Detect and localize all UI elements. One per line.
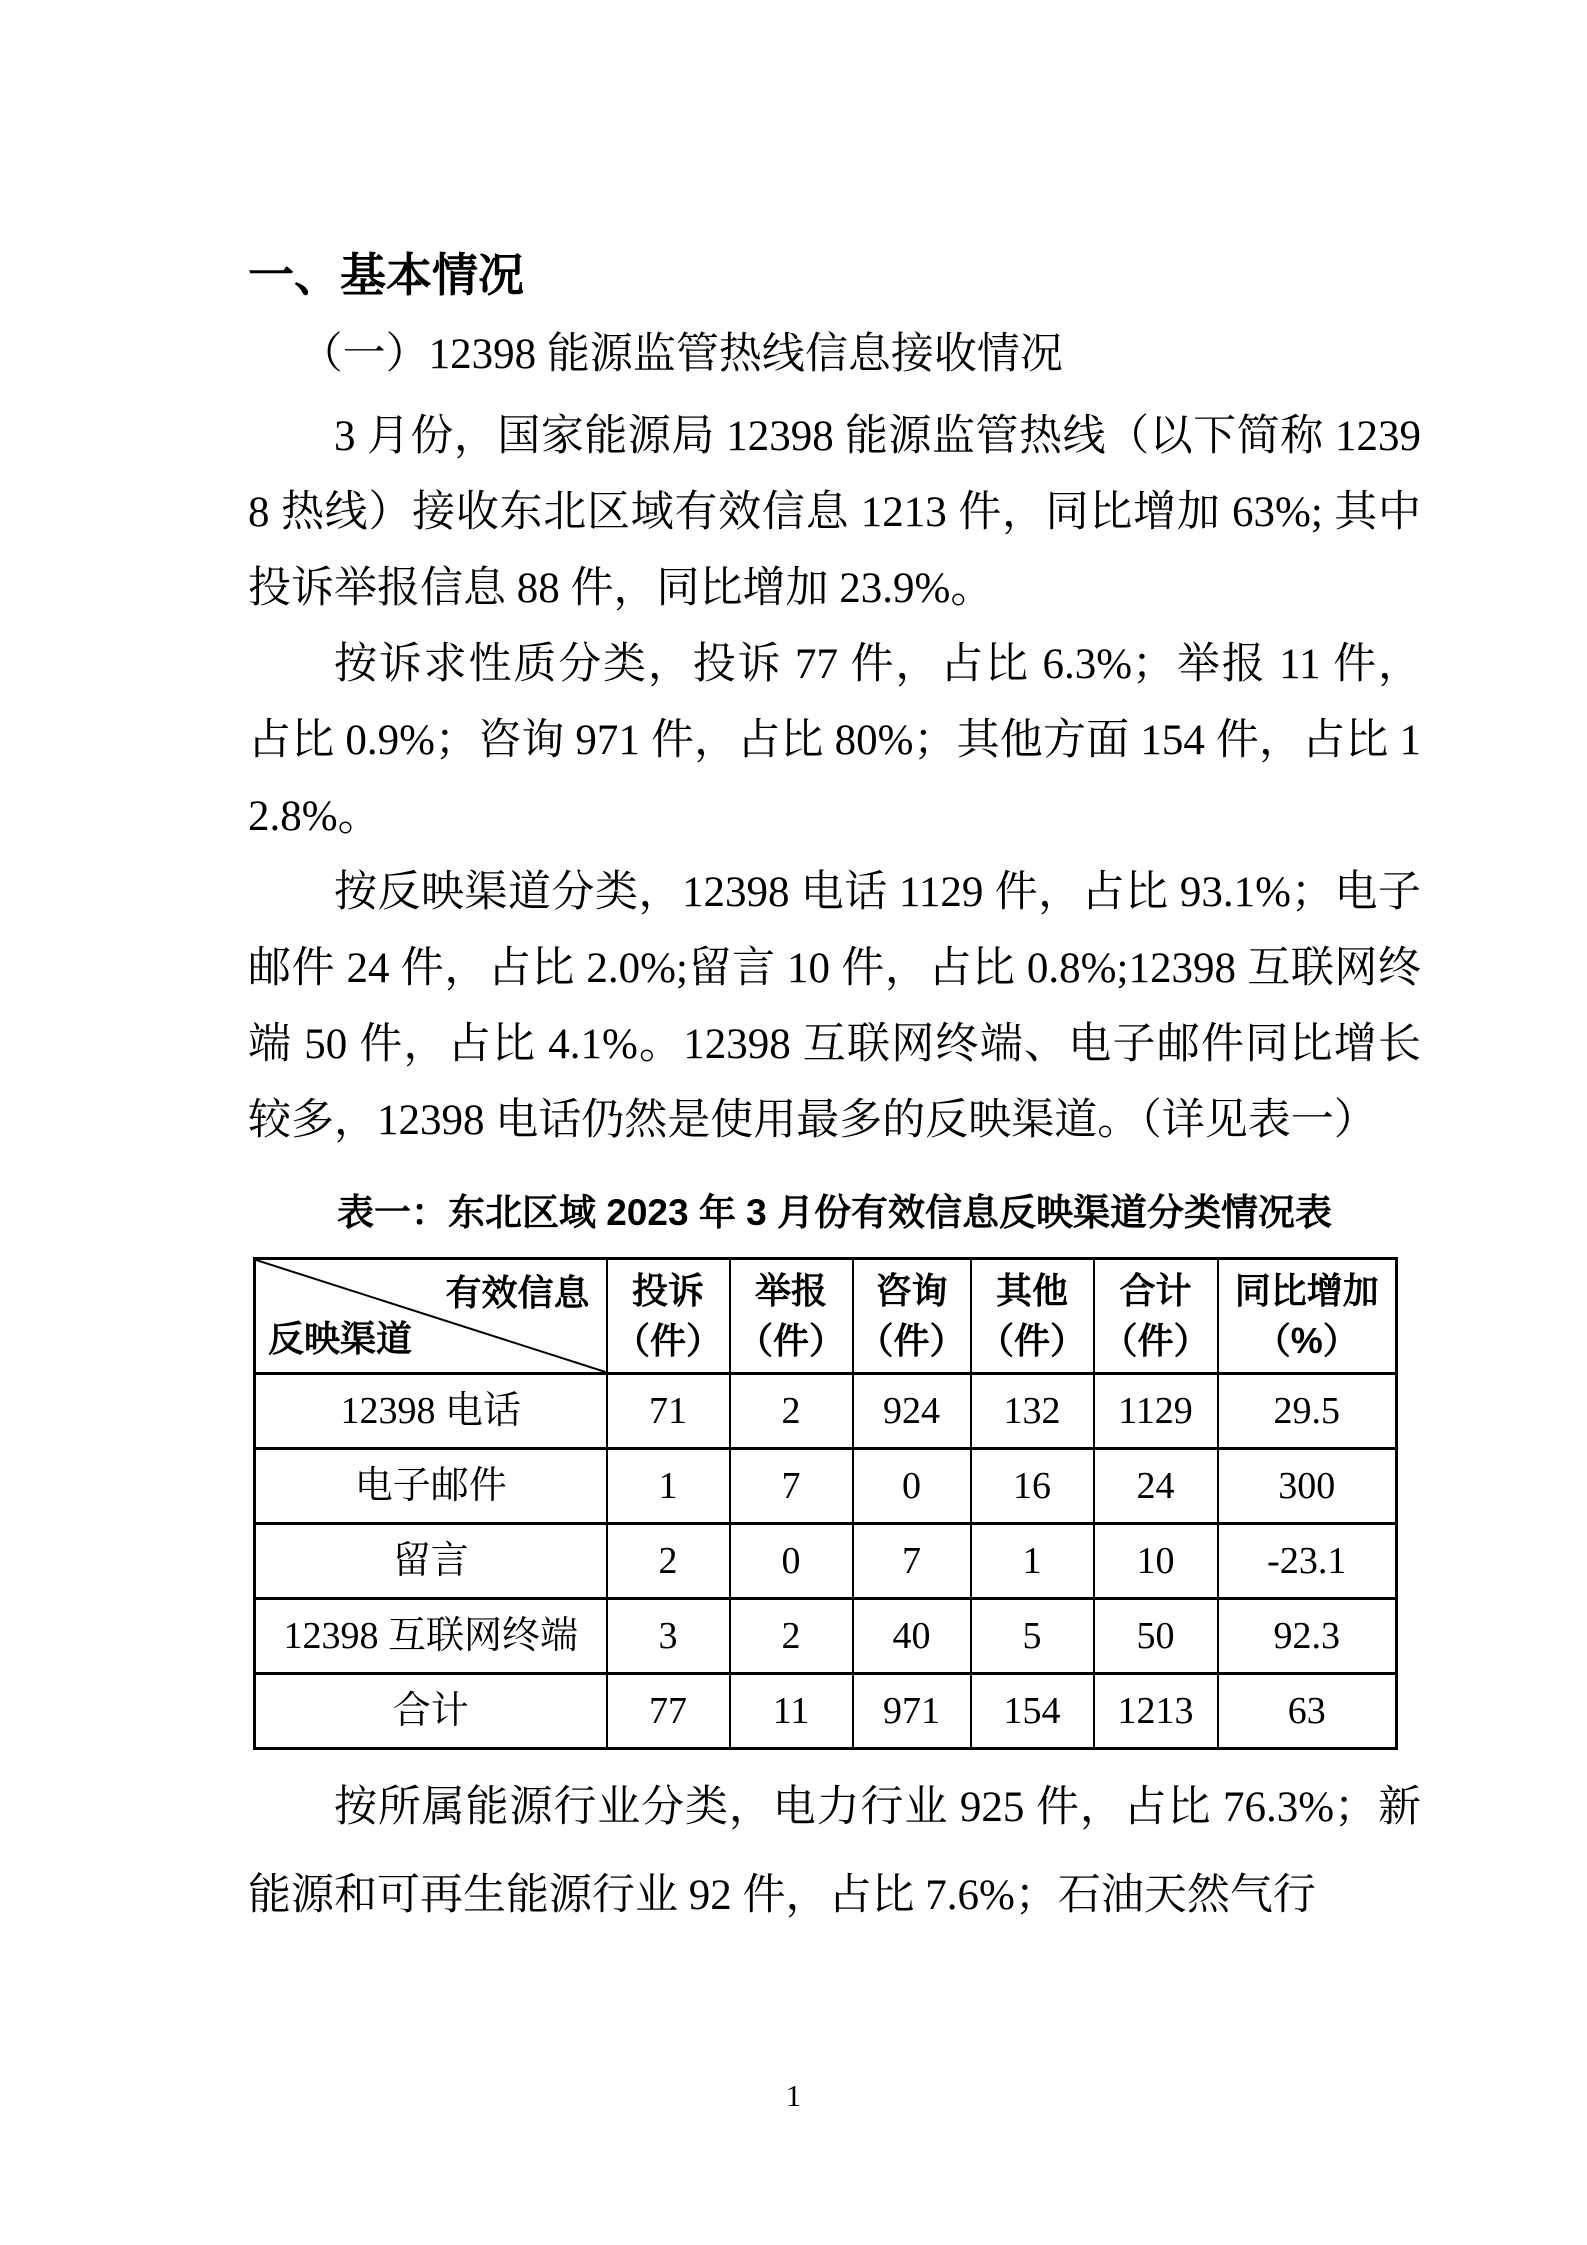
col-header-others: 其他 （件） bbox=[971, 1259, 1094, 1374]
table-cell: 1 bbox=[607, 1449, 730, 1524]
row-label: 12398 互联网终端 bbox=[255, 1599, 607, 1674]
row-label: 电子邮件 bbox=[255, 1449, 607, 1524]
paragraph-channel-breakdown: 按反映渠道分类，12398 电话 1129 件，占比 93.1%；电子邮件 24 件，占比 2.0%;留言 10 件，占比 0.8%;12398 互联网终端 50 件，占比 4.1%。12398 互联网终端、电子邮件同比增长较多，12398 电话仍然是使用最多的反映渠道。（详见表一） bbox=[248, 869, 1421, 1144]
row-label: 留言 bbox=[255, 1524, 607, 1599]
table-cell: 16 bbox=[971, 1449, 1094, 1524]
table-cell: 29.5 bbox=[1218, 1374, 1397, 1449]
table-cell: 2 bbox=[730, 1374, 853, 1449]
row-label: 12398 电话 bbox=[255, 1374, 607, 1449]
table-cell: 11 bbox=[730, 1674, 853, 1749]
table-cell: 2 bbox=[607, 1524, 730, 1599]
corner-header-cell bbox=[255, 1259, 607, 1374]
col-header-inquiries: 咨询 （件） bbox=[853, 1259, 971, 1374]
channel-stats-table bbox=[253, 1257, 1398, 1750]
table-cell: 1129 bbox=[1094, 1374, 1218, 1449]
table-cell: 92.3 bbox=[1218, 1599, 1397, 1674]
paragraph-intake-overview: 3 月份，国家能源局 12398 能源监管热线（以下简称 12398 热线）接收东北区域有效信息 1213 件，同比增加 63%; 其中投诉举报信息 88 件，同比增加 23.9%。 bbox=[248, 413, 1421, 612]
table-row-total bbox=[255, 1674, 1397, 1749]
table-cell: 40 bbox=[853, 1599, 971, 1674]
table-cell: 50 bbox=[1094, 1599, 1218, 1674]
paragraph-industry-breakdown: 按所属能源行业分类，电力行业 925 件，占比 76.3%；新能源和可再生能源行业 92 件，占比 7.6%；石油天然气行 bbox=[248, 1784, 1421, 1919]
paragraph-appeal-nature: 按诉求性质分类，投诉 77 件，占比 6.3%；举报 11 件，占比 0.9%；咨询 971 件，占比 80%；其他方面 154 件，占比 12.8%。 bbox=[248, 641, 1421, 840]
subsection-heading: （一）12398 能源监管热线信息接收情况 bbox=[299, 331, 1063, 378]
table-row-internet-terminal bbox=[255, 1599, 1397, 1674]
table-cell: 7 bbox=[730, 1449, 853, 1524]
table-cell: 24 bbox=[1094, 1449, 1218, 1524]
table-cell: 1 bbox=[971, 1524, 1094, 1599]
table-cell: 77 bbox=[607, 1674, 730, 1749]
table-cell: 132 bbox=[971, 1374, 1094, 1449]
col-header-total: 合计 （件） bbox=[1094, 1259, 1218, 1374]
table-cell: 10 bbox=[1094, 1524, 1218, 1599]
table-cell: 1213 bbox=[1094, 1674, 1218, 1749]
table-cell: 71 bbox=[607, 1374, 730, 1449]
col-header-reports: 举报 （件） bbox=[730, 1259, 853, 1374]
page-number: 1 bbox=[785, 2078, 802, 2113]
table-cell: 154 bbox=[971, 1674, 1094, 1749]
table-title: 表一：东北区域 2023 年 3 月份有效信息反映渠道分类情况表 bbox=[336, 1192, 1332, 1233]
col-header-yoy-increase: 同比增加 （%） bbox=[1218, 1259, 1397, 1374]
table-row-phone bbox=[255, 1374, 1397, 1449]
table-cell: -23.1 bbox=[1218, 1524, 1397, 1599]
corner-label-valid-info: 有效信息 bbox=[445, 1272, 590, 1313]
table-cell: 300 bbox=[1218, 1449, 1397, 1524]
corner-label-channel: 反映渠道 bbox=[268, 1318, 413, 1359]
section-heading: 一、基本情况 bbox=[248, 249, 524, 301]
table-cell: 63 bbox=[1218, 1674, 1397, 1749]
table-cell: 971 bbox=[853, 1674, 971, 1749]
table-row-message bbox=[255, 1524, 1397, 1599]
table-row-email bbox=[255, 1449, 1397, 1524]
table-cell: 0 bbox=[730, 1524, 853, 1599]
col-header-complaints: 投诉 （件） bbox=[607, 1259, 730, 1374]
table-cell: 5 bbox=[971, 1599, 1094, 1674]
row-label: 合计 bbox=[255, 1674, 607, 1749]
table-cell: 0 bbox=[853, 1449, 971, 1524]
table-cell: 7 bbox=[853, 1524, 971, 1599]
table-cell: 924 bbox=[853, 1374, 971, 1449]
table-cell: 2 bbox=[730, 1599, 853, 1674]
table-cell: 3 bbox=[607, 1599, 730, 1674]
table-header-row bbox=[255, 1259, 1397, 1374]
